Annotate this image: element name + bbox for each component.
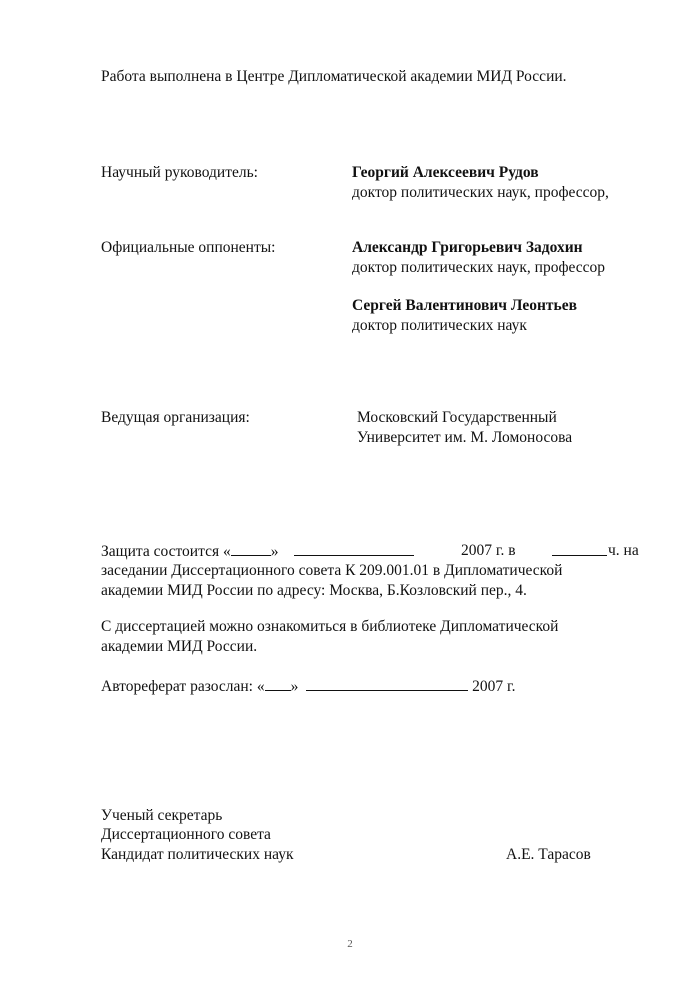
library-line1: С диссертацией можно ознакомиться в библиотеке Дипломатической <box>101 618 559 635</box>
supervisor-name: Георгий Алексеевич Рудов <box>352 164 539 181</box>
page-number: 2 <box>347 938 353 950</box>
sent-text-2: » <box>290 678 299 695</box>
library-line2: академии МИД России. <box>101 638 258 655</box>
opponent-2-degree: доктор политических наук <box>352 317 527 334</box>
secretary-line1: Ученый секретарь <box>101 807 223 824</box>
sent-text-3: 2007 г. <box>472 678 516 695</box>
sent-line <box>101 676 515 697</box>
defense-text-1: Защита состоится « <box>101 543 231 560</box>
lead-org-label: Ведущая организация: <box>101 409 250 426</box>
secretary-line3: Кандидат политических наук <box>101 846 294 863</box>
defense-text-2: » <box>270 543 279 560</box>
defense-line2: заседании Диссертационного совета К 209.001.01 в Дипломатической <box>101 562 563 579</box>
secretary-name: А.Е. Тарасов <box>506 846 591 863</box>
hour-blank <box>552 541 607 556</box>
intro-text: Работа выполнена в Центре Дипломатической академии МИД России. <box>101 68 567 85</box>
defense-line3: академии МИД России по адресу: Москва, Б.Козловский пер., 4. <box>101 582 527 599</box>
sent-month-blank <box>306 676 468 691</box>
defense-text-3: 2007 г. в <box>461 542 516 559</box>
defense-line1 <box>101 541 651 562</box>
defense-text-4: ч. на <box>608 542 639 559</box>
sent-day-blank <box>265 676 291 691</box>
opponent-1-degree: доктор политических наук, профессор <box>352 259 606 276</box>
supervisor-degree: доктор политических наук, профессор, <box>352 184 609 201</box>
opponent-1-name: Александр Григорьевич Задохин <box>352 239 583 256</box>
supervisor-label: Научный руководитель: <box>101 164 258 181</box>
month-blank <box>294 541 414 556</box>
lead-org-line1: Московский Государственный <box>357 409 557 426</box>
opponents-label: Официальные оппоненты: <box>101 239 276 256</box>
sent-text-1: Автореферат разослан: « <box>101 678 265 695</box>
lead-org-line2: Университет им. М. Ломоносова <box>357 429 573 446</box>
day-blank <box>231 541 271 556</box>
opponent-2-name: Сергей Валентинович Леонтьев <box>352 297 577 314</box>
secretary-line2: Диссертационного совета <box>101 826 271 843</box>
